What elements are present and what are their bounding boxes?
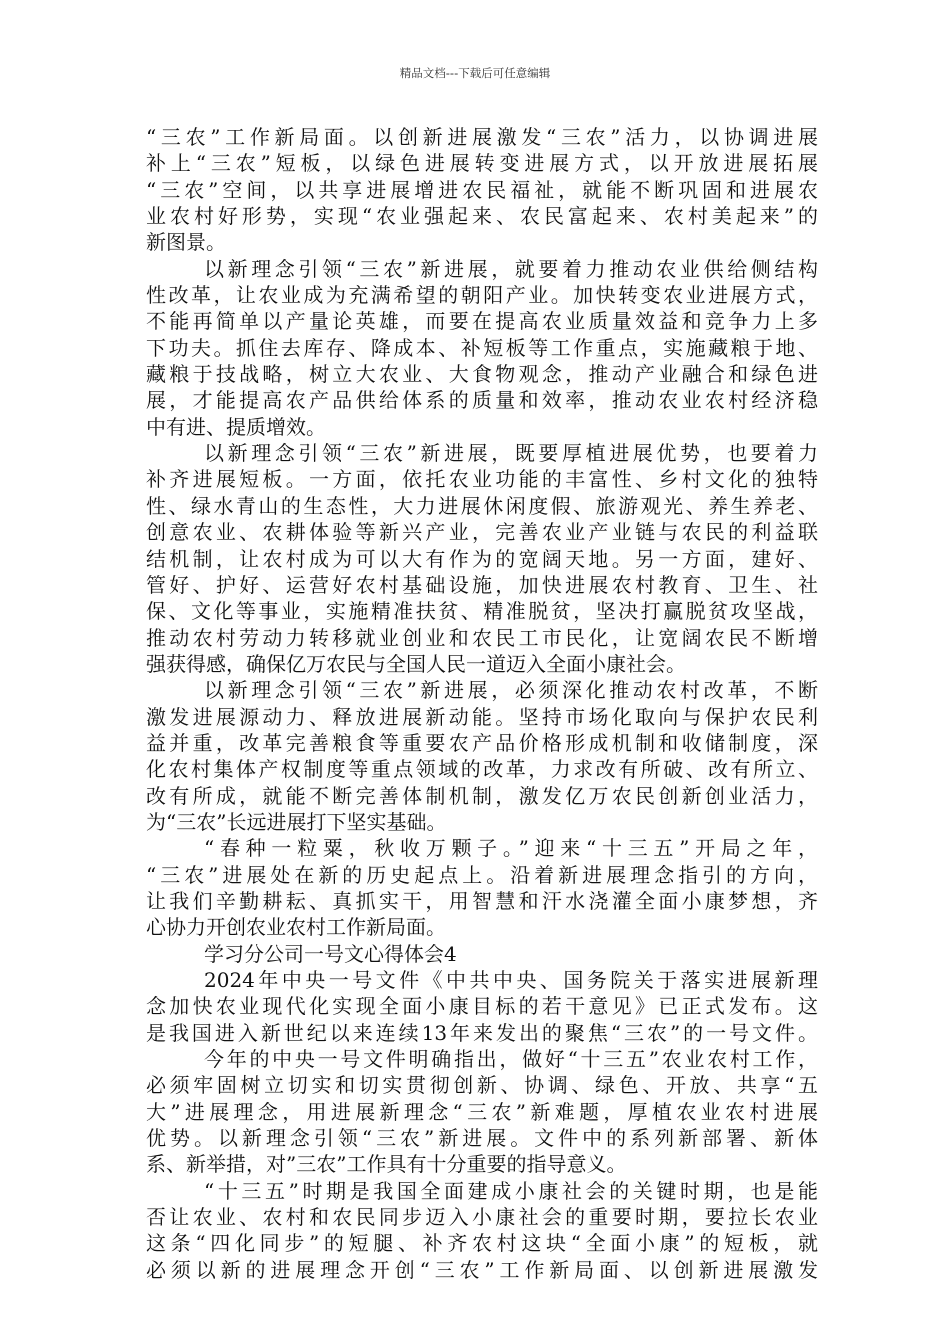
paragraph [146, 677, 818, 835]
text-line: 不能再简单以产量论英雄，而要在提高农业质量效益和竞争力上多 [146, 309, 818, 334]
text-line: “三农”进展处在新的历史起点上。沿着新进展理念指引的方向， [146, 862, 818, 887]
text-line: “春种一粒粟，秋收万颗子。”迎来“十三五”开局之年， [204, 836, 818, 861]
text-line: 化农村集体产权制度等重点领域的改革，力求改有所破、改有所立、 [146, 757, 818, 782]
text-line: 藏粮于技战略，树立大农业、大食物观念，推动产业融合和绿色进 [146, 362, 818, 387]
text-line: 今年的中央一号文件明确指出，做好“十三五”农业农村工作， [204, 1047, 818, 1072]
text-line: 益并重，改革完善粮食等重要农产品价格形成机制和收储制度，深 [146, 730, 818, 755]
text-line: 为“三农”长远进展打下坚实基础。 [146, 809, 447, 834]
paragraph [146, 1046, 818, 1178]
text-line: 补齐进展短板。一方面，依托农业功能的丰富性、乡村文化的独特 [146, 467, 818, 492]
text-line: 补上“三农”短板，以绿色进展转变进展方式，以开放进展拓展 [146, 151, 818, 176]
paragraph [146, 124, 818, 256]
paragraph [146, 256, 818, 440]
text-line: 业农村好形势，实现“农业强起来、农民富起来、农村美起来”的 [146, 204, 818, 229]
text-line: 是我国进入新世纪以来连续13年来发出的聚焦“三农”的一号文件。 [146, 1020, 818, 1045]
text-line: 这条“四化同步”的短腿、补齐农村这块“全面小康”的短板，就 [146, 1231, 818, 1256]
text-line: 改有所成，就能不断完善体制机制，激发亿万农民创新创业活力， [146, 783, 818, 808]
text-line: 2024年中央一号文件《中共中央、国务院关于落实进展新理 [204, 968, 818, 992]
text-line: 以新理念引领“三农”新进展，必须深化推动农村改革，不断 [204, 678, 818, 703]
text-line: 性改革，让农业成为充满希望的朝阳产业。加快转变农业进展方式， [146, 283, 818, 308]
text-line: 推动农村劳动力转移就业创业和农民工市民化，让宽阔农民不断增 [146, 625, 818, 650]
text-line: 必须以新的进展理念开创“三农”工作新局面、以创新进展激发 [146, 1257, 818, 1282]
text-line: “三农”空间，以共享进展增进农民福祉，就能不断巩固和进展农 [146, 177, 818, 202]
text-line: 保、文化等事业，实施精准扶贫、精准脱贫，坚决打赢脱贫攻坚战， [146, 599, 818, 624]
paragraph [146, 835, 818, 940]
text-line: 新图景。 [146, 230, 226, 255]
paragraph [146, 440, 818, 677]
text-line: 中有进、提质增效。 [146, 414, 326, 439]
text-line: 优势。以新理念引领“三农”新进展。文件中的系列新部署、新体 [146, 1126, 818, 1151]
text-line: 结机制，让农村成为可以大有作为的宽阔天地。另一方面，建好、 [146, 546, 818, 571]
text-line: 念加快农业现代化实现全面小康目标的若干意见》已正式发布。这 [146, 994, 818, 1019]
text-line: 强获得感，确保亿万农民与全国人民一道迈入全面小康社会。 [146, 651, 686, 676]
text-line: “十三五”时期是我国全面建成小康社会的关键时期，也是能 [204, 1178, 818, 1203]
text-line: 管好、护好、运营好农村基础设施，加快进展农村教育、卫生、社 [146, 572, 818, 597]
paragraph [146, 1178, 818, 1283]
text-line: 以新理念引领“三农”新进展，就要着力推动农业供给侧结构 [204, 256, 818, 281]
text-line: “三农”工作新局面。以创新进展激发“三农”活力，以协调进展 [146, 125, 818, 149]
text-line: 否让农业、农村和农民同步迈入小康社会的重要时期，要拉长农业 [146, 1205, 818, 1230]
text-line: 激发进展源动力、释放进展新动能。坚持市场化取向与保护农民利 [146, 704, 818, 729]
page-header: 精品文档---下载后可任意编辑 [399, 66, 551, 80]
text-line: 性、绿水青山的生态性，大力进展休闲度假、旅游观光、养生养老、 [146, 493, 818, 518]
text-line: 大”进展理念，用进展新理念“三农”新难题，厚植农业农村进展 [146, 1099, 818, 1124]
text-line: 展，才能提高农产品供给体系的质量和效率，推动农业农村经济稳 [146, 388, 818, 413]
text-line: 创意农业、农耕体验等新兴产业，完善农业产业链与农民的利益联 [146, 520, 818, 545]
section-heading: 学习分公司一号文心得体会4 [204, 941, 457, 966]
paragraph [146, 967, 818, 1046]
document-body [146, 124, 818, 1283]
text-line: 以新理念引领“三农”新进展，既要厚植进展优势，也要着力 [204, 441, 818, 466]
text-line: 下功夫。抓住去库存、降成本、补短板等工作重点，实施藏粮于地、 [146, 335, 818, 360]
text-line: 必须牢固树立切实和切实贯彻创新、协调、绿色、开放、共享“五 [146, 1073, 818, 1098]
text-line: 让我们辛勤耕耘、真抓实干，用智慧和汗水浇灌全面小康梦想，齐 [146, 888, 818, 913]
text-line: 系、新举措，对”三农”工作具有十分重要的指导意义。 [146, 1152, 627, 1177]
text-line: 心协力开创农业农村工作新局面。 [146, 915, 446, 940]
